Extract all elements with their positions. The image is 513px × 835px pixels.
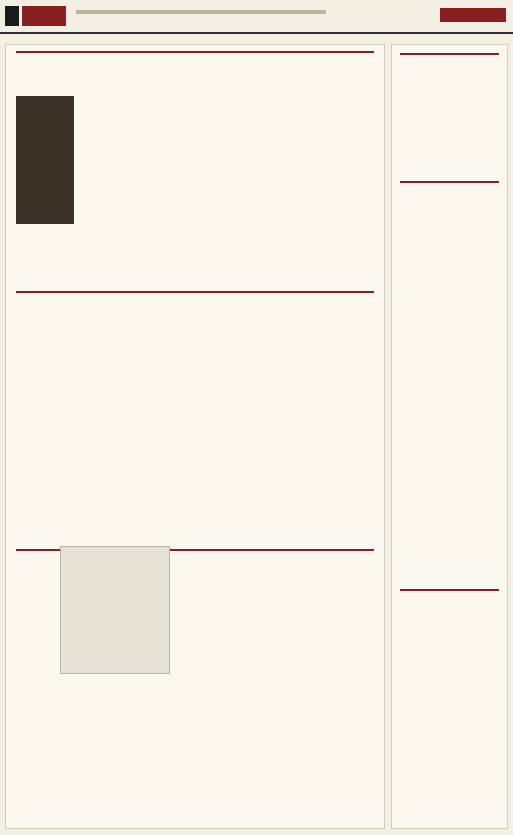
side-section-top bbox=[400, 53, 499, 173]
book-cover-image bbox=[16, 96, 74, 224]
side-column bbox=[391, 44, 508, 829]
book-cover-image-2 bbox=[60, 546, 170, 674]
side-section-bottom bbox=[400, 589, 499, 817]
header-staff-credits bbox=[76, 10, 326, 14]
newspaper-logo bbox=[440, 8, 506, 22]
side-section-middle bbox=[400, 181, 499, 581]
page-header bbox=[0, 0, 513, 34]
second-article bbox=[16, 291, 374, 539]
page-number bbox=[5, 6, 19, 26]
section-masthead bbox=[22, 6, 66, 26]
